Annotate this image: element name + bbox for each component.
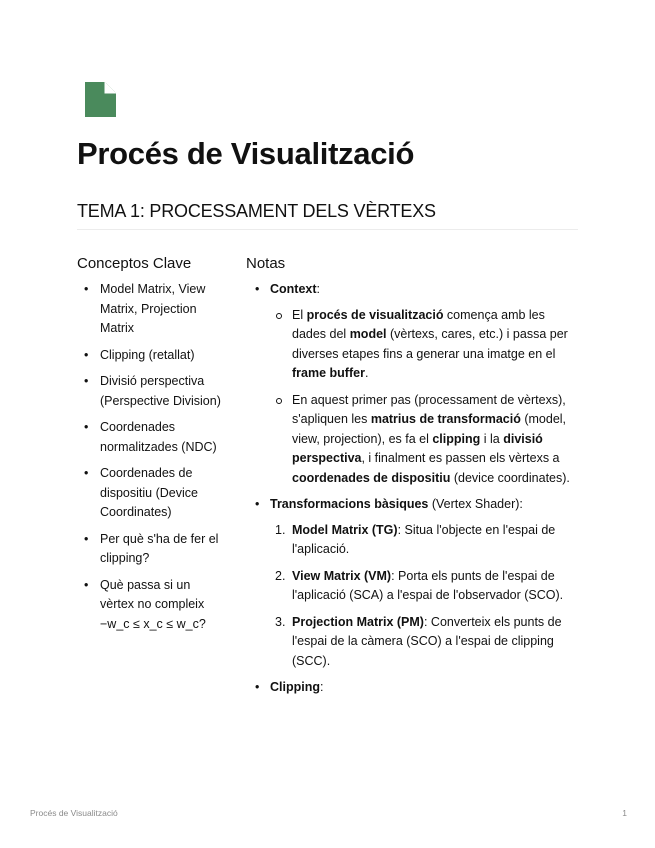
list-item: • Coordenades normalitzades (NDC) [77,418,227,457]
list-item: • Coordenades de dispositiu (Device Coordinates) [77,464,227,523]
text-run: : Porta els punts de l'espai de l'aplicació (SCA) a l'espai de l'observador (SCO). [292,568,564,602]
transform-item-view [270,567,582,606]
transform-item-projection [270,613,582,672]
text-run: (vèrtexs, cares, etc.) i passa per diverses etapes fins a generar una imatge en el [292,327,568,361]
document-page-icon [84,82,117,118]
text-run: El [292,307,307,322]
context-paragraph-1 [270,306,582,384]
concepts-column-heading: Conceptos Clave [77,255,192,272]
text-run: : Situa l'objecte en l'espai de l'aplicació. [292,522,556,556]
transforms-ordered-list [270,521,582,672]
context-note [252,280,582,488]
page-title: Procés de Visualització [77,136,415,171]
context-label: Context [270,282,317,296]
key-concepts-list [77,280,227,641]
text-run: : Converteix els punts de l'espai de la càmera (SCO) a l'espai de clipping (SCC). [292,614,562,668]
list-item: • Model Matrix, View Matrix, Projection Matrix [77,280,227,339]
transform-item-model [270,521,582,560]
section-divider [77,229,578,230]
transforms-label: Transformacions bàsiques [270,497,429,511]
text-run: En aquest primer pas (processament de vèrtexs), s'apliquen les [292,392,566,426]
item-number: 3. [275,614,286,629]
bold-run: frame buffer [292,366,365,380]
notes-column-heading: Notas [246,255,286,272]
list-item: • Què passa si un vèrtex no compleix −w_c ≤ x_c ≤ w_c? [77,576,227,635]
bold-run: Model Matrix (TG) [292,522,398,537]
bold-run: Projection Matrix (PM) [292,614,424,629]
bold-run: View Matrix (VM) [292,568,392,583]
section-heading: TEMA 1: PROCESSAMENT DELS VÈRTEXS [77,201,436,221]
footer-document-title: Procés de Visualització [30,808,118,818]
footer-page-number: 1 [622,808,627,818]
bold-run: procés de visualització [306,307,444,322]
text-run: , i finalment es passen els vèrtexs a [361,451,560,465]
list-item: • Clipping (retallat) [77,346,227,366]
text-run: comença amb les dades del [292,307,545,341]
notes-list [252,280,582,705]
text-run: . [364,366,369,380]
bold-run: model [349,327,387,341]
bold-run: coordenades de dispositiu [292,470,451,485]
transforms-note [252,495,582,671]
text-run: (model, view, projection), es fa el [292,412,567,446]
bold-run: matrius de transformació [370,412,521,426]
context-sublist [270,306,582,489]
context-colon: : [316,282,321,296]
clipping-label: Clipping [270,680,320,694]
clipping-colon: : [320,680,324,694]
list-item: • Divisió perspectiva (Perspective Division) [77,372,227,411]
text-run: i la [480,431,504,446]
text-run: (device coordinates). [450,470,570,485]
bold-run: clipping [432,431,481,446]
clipping-note [252,678,582,698]
context-paragraph-2 [270,391,582,489]
bold-run: divisió perspectiva [292,431,543,465]
item-number: 2. [275,568,286,583]
transforms-label-rest: (Vertex Shader): [428,497,523,511]
item-number: 1. [275,522,286,537]
list-item: • Per què s'ha de fer el clipping? [77,530,227,569]
